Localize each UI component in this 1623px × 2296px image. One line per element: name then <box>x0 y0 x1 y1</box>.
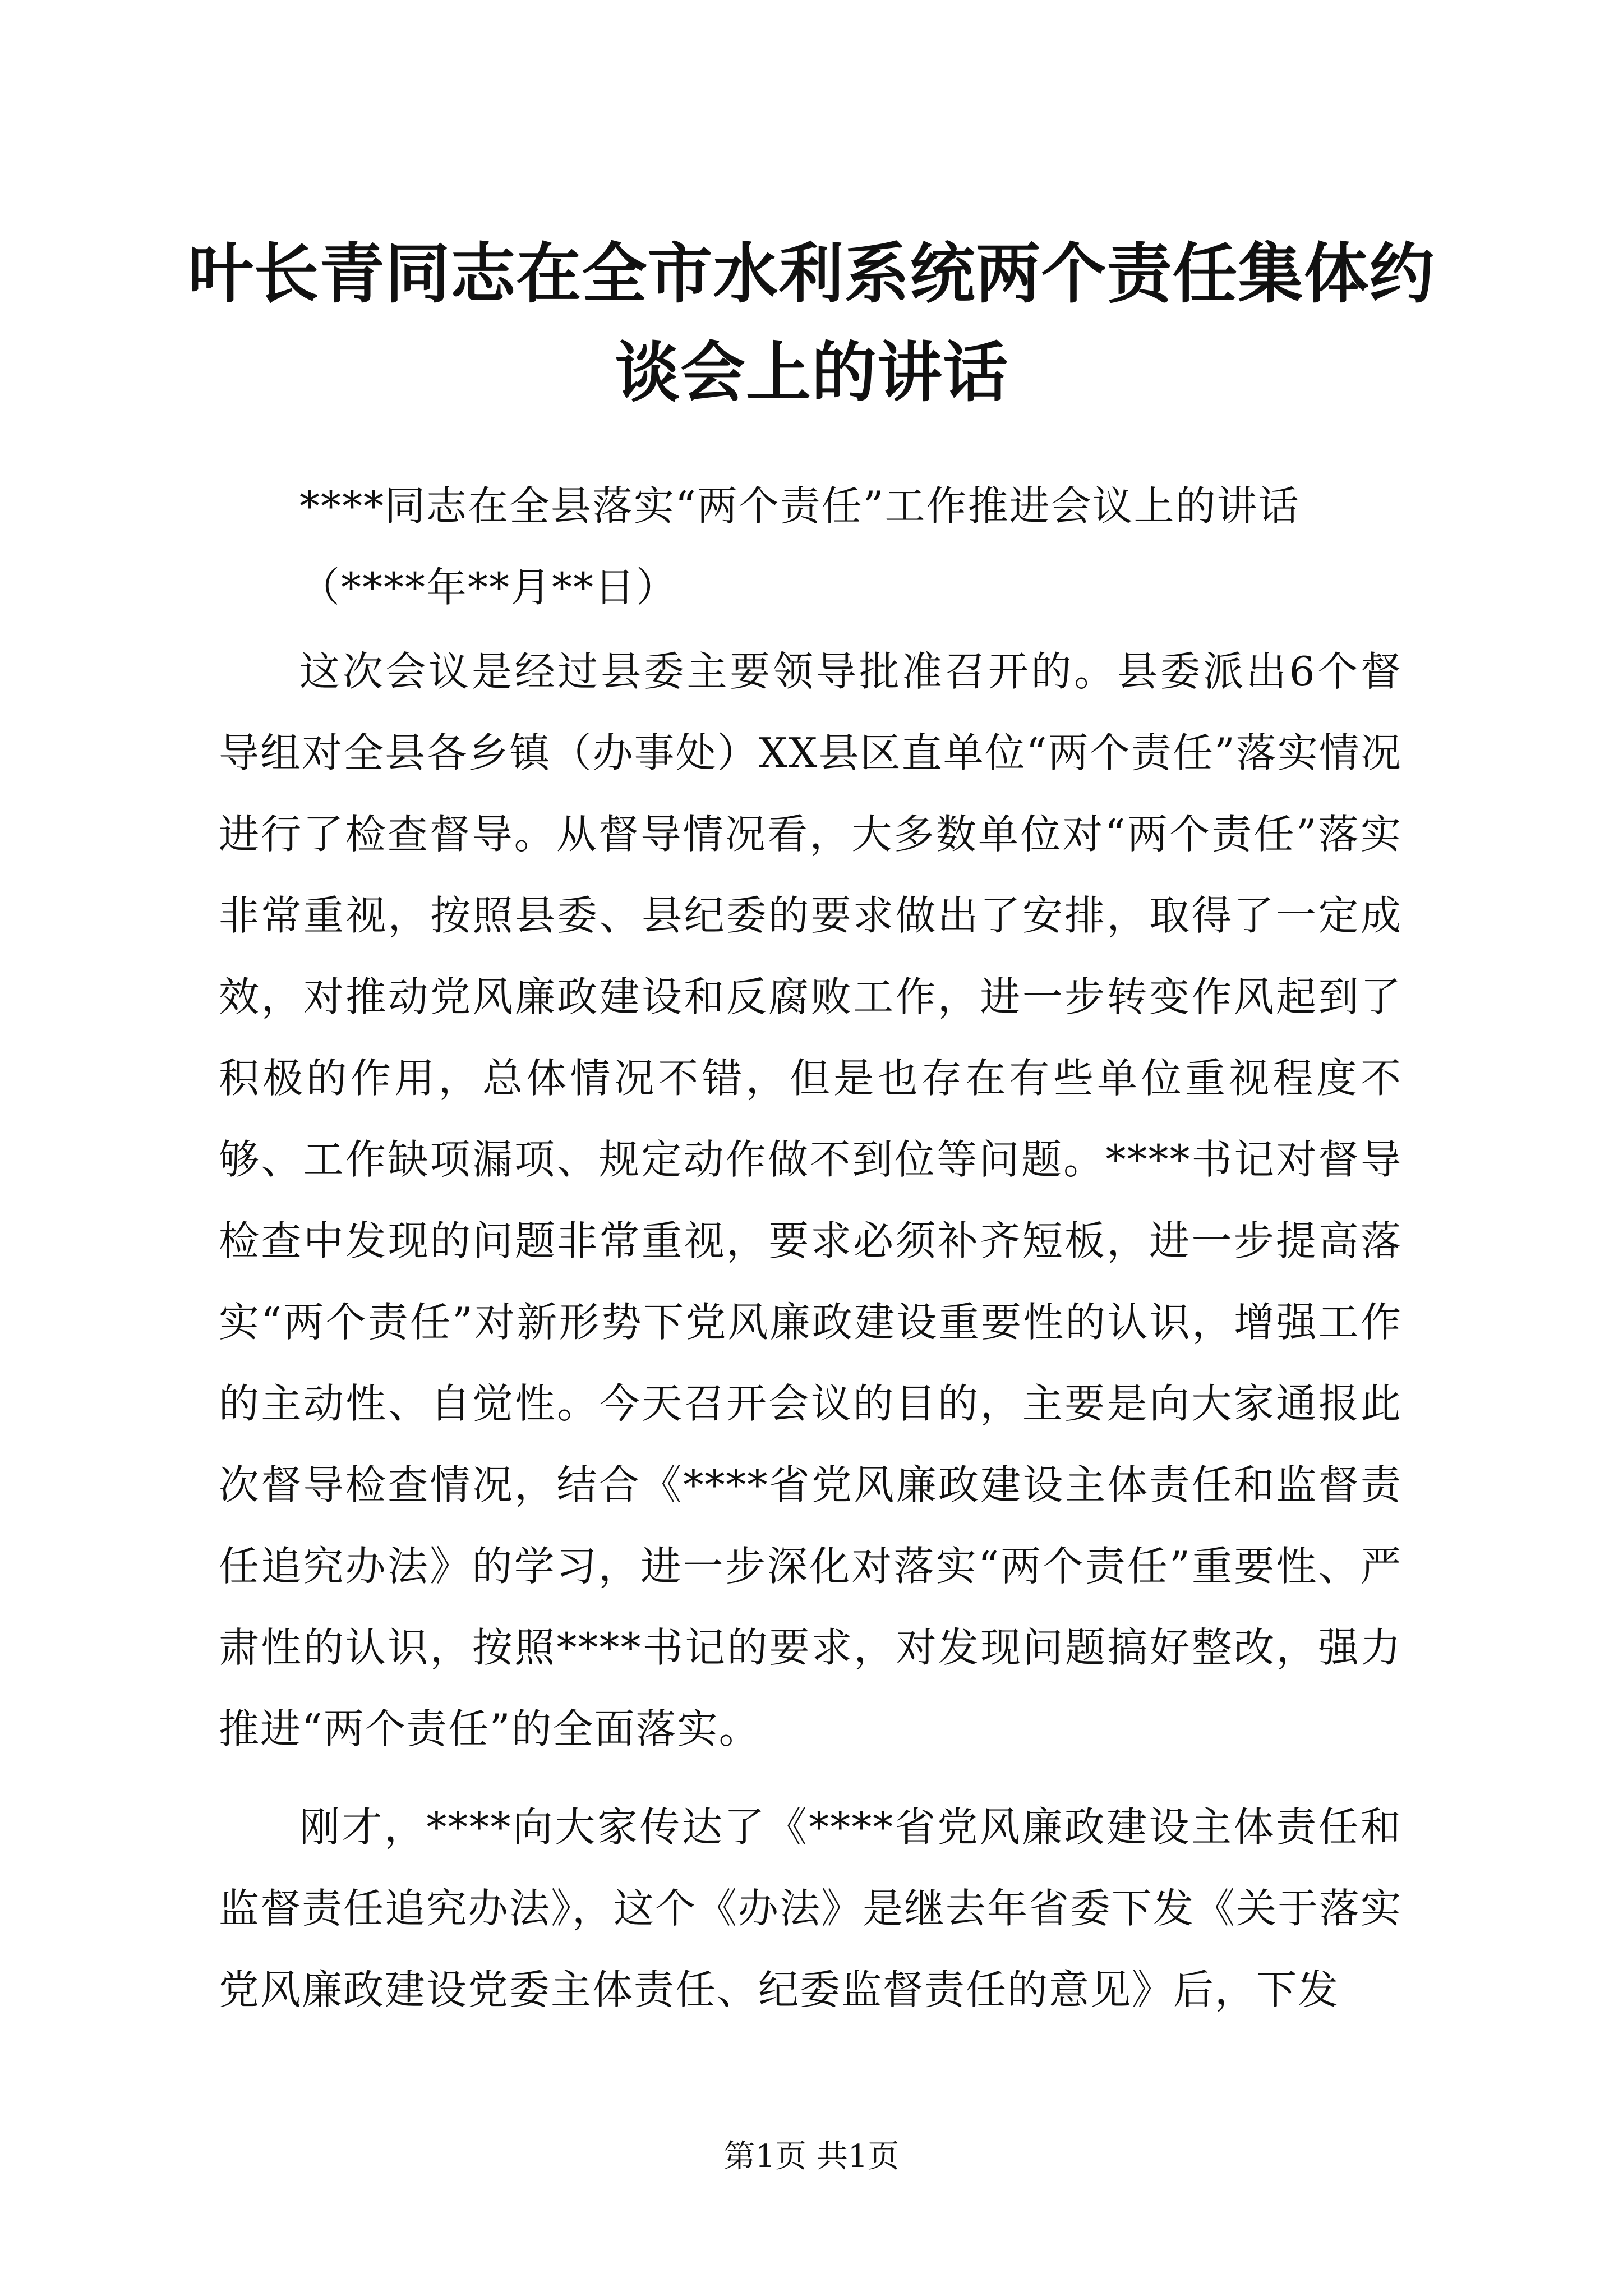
speech-subtitle: ****同志在全县落实“两个责任”工作推进会议上的讲话 <box>299 482 1300 530</box>
body-paragraph-2: 刚才，****向大家传达了《****省党风廉政建设主体责任和监督责任追究办法》，这个《办法》是继去年省委下发《关于落实党风廉政建设党委主体责任、纪委监督责任的意见》后，下发 <box>219 1803 1403 2013</box>
document-title: 叶长青同志在全市水利系统两个责任集体约谈会上的讲话 <box>188 236 1435 411</box>
speech-date: （****年**月**日） <box>299 564 678 611</box>
document-body <box>219 466 1402 2031</box>
page-footer: 第1页 共1页 <box>723 2138 900 2175</box>
body-paragraph-1: 这次会议是经过县委主要领导批准召开的。县委派出6个督导组对全县各乡镇（办事处）XX县区直单位“两个责任”落实情况进行了检查督导。从督导情况看，大多数单位对“两个责任”落实非常重视，按照县委、县纪委的要求做出了安排，取得了一定成效，对推动党风廉政建设和反腐败工作，进一步转变作风起到了积极的作用，总体情况不错，但是也存在有些单位重视程度不够、工作缺项漏项、规定动作做不到位等问题。****书记对督导检查中发现的问题非常重视，要求必须补齐短板，进一步提高落实“两个责任”对新形势下党风廉政建设重要性的认识，增强工作的主动性、自觉性。今天召开会议的目的，主要是向大家通报此次督导检查情况，结合《****省党风廉政建设主体责任和监督责任追究办法》的学习，进一步深化对落实“两个责任”重要性、严肃性的认识，按照****书记的要求，对发现问题搞好整改，强力推进“两个责任”的全面落实。 <box>219 648 1402 1752</box>
